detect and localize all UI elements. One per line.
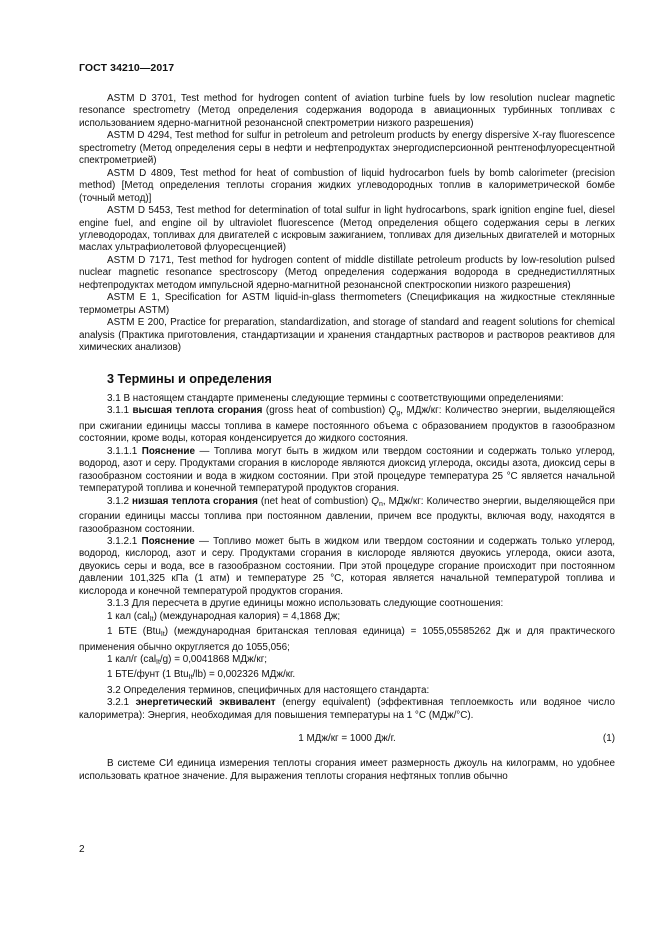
section-title: 3 Термины и определения	[107, 371, 272, 386]
paragraph-3-1-1-1: 3.1.1.1 Пояснение — Топлива могут быть в жидком или твердом состоянии и содержать только углерод, водород, азот и серу. Продуктами сгорания в кислороде являются диоксид углерода, оксиды азота, диоксид серы в газообразном состоянии и вода в жидком состоянии. При этой процедуре температура 25 °С является начальной температурой топлива и конечной температурой продуктов сгорания.	[79, 445, 615, 495]
term: высшая теплота сгорания	[132, 405, 263, 417]
paragraph-3-2: 3.2 Определения терминов, специфичных для настоящего стандарта:	[107, 684, 430, 696]
term: Пояснение	[141, 445, 195, 457]
term: энергетический эквивалент	[135, 697, 276, 709]
formula-expression: 1 МДж/кг = 1000 Дж/г.	[298, 733, 396, 745]
reference-item: ASTM D 4294, Test method for sulfur in petroleum and petroleum products by energy dispersive X-ray fluorescence spectrometry (Метод определения серы в нефти и нефтепродуктах энергодисперсионной рентгенофлуоресцентной спектрометрией)	[79, 130, 615, 167]
paragraph-3-1: 3.1 В настоящем стандарте применены следующие термины с соответствующими определениями:	[107, 392, 564, 404]
document-body	[79, 93, 615, 783]
paragraph-3-1-1: 3.1.1 высшая теплота сгорания (gross heat of combustion) $Q_g$, МДж/кг: Количество энергии, выделяющейся при сжигании единицы массы топлива в камере постоянного объема с образованием продуктов в газообразном состоянии, кроме воды, которая конденсируется до жидкого состояния.	[79, 405, 615, 445]
reference-item: ASTM E 1, Specification for ASTM liquid-in-glass thermometers (Спецификация на жидкостные стеклянные термометры ASTM)	[79, 292, 615, 316]
page-number: 2	[79, 844, 85, 855]
reference-item: ASTM D 4809, Test method for heat of combustion of liquid hydrocarbon fuels by bomb calorimeter (precision method) [Метод определения теплоты сгорания жидких углеводородных топлив в калориметрической бомбе (точный метод)]	[79, 167, 615, 204]
reference-item: ASTM E 200, Practice for preparation, standardization, and storage of standard and reagent solutions for chemical analysis (Практика приготовления, стандартизации и хранения стандартных растворов и растворов реактивов для химических анализов)	[79, 317, 615, 354]
paragraph-3-1-2-1: 3.1.2.1 Пояснение — Топливо может быть в жидком или твердом состоянии и содержать только углерод, водород, кислород, азот и серу. Продуктами сгорания в кислороде являются двуокись углерода, окиси азота, двуокись серы и вода, все в газообразном состоянии. При этой процедуре сгорание происходит при постоянном давлении 101,325 кПа (1 атм) и температуре 25 °С, которая является начальной температурой топлива и кислорода и конечной температурой продуктов сгорания.	[79, 535, 615, 597]
reference-item: ASTM D 7171, Test method for hydrogen content of middle distillate petroleum products by low-resolution pulsed nuclear magnetic resonance spectroscopy (Метод определения содержания водорода в среднедистиллятных нефтепродуктах методом импульсной ядерно-магнитной резонансной спектроскопии низкого разрешения)	[79, 254, 615, 291]
paragraph-3-1-2: 3.1.2 низшая теплота сгорания (net heat of combustion) $Q_n$, МДж/кг: Количество энергии, выделяющейся при сгорании единицы массы топлива при постоянном давлении, причем все продукты, включая воду, находятся в газообразном состоянии.	[79, 495, 615, 535]
reference-item: ASTM D 3701, Test method for hydrogen content of aviation turbine fuels by low resolution nuclear magnetic resonance spectrometry (Метод определения содержания водорода в авиационных турбинных топливах с использованием ядерно-магнитной резонансной спектрометрии низкого разрешения)	[79, 93, 615, 129]
conversion-line: 1 кал (cal$_{It}$) (международная калория) = 4,1868 Дж;	[107, 610, 341, 623]
paragraph-3-2-1: 3.2.1 энергетический эквивалент (energy equivalent) (эффективная теплоемкость или водяное число калориметра): Энергия, необходимая для повышения температуры на 1 °С (МДж/°С).	[79, 697, 615, 721]
conversion-line: 1 БТЕ (Btu$_{It}$) (международная британская тепловая единица) = 1055,05585262 Дж и для практического применения обычно округляется до 1055,056;	[79, 626, 615, 653]
conversion-line: 1 кал/г (cal$_{It}$/g) = 0,0041868 МДж/кг;	[107, 654, 268, 667]
term: Пояснение	[141, 535, 195, 547]
term: низшая теплота сгорания	[132, 495, 258, 507]
paragraph-si-units: В системе СИ единица измерения теплоты сгорания имеет размерность джоуль на килограмм, но удобнее использовать кратное значение. Для выражения теплоты сгорания нефтяных топлив обычно	[79, 758, 615, 782]
document-header: ГОСТ 34210—2017	[79, 62, 175, 74]
formula-number: (1)	[602, 733, 615, 745]
conversion-line: 1 БТЕ/фунт (1 Btu$_{It}$/lb) = 0,002326 МДж/кг.	[107, 669, 296, 682]
paragraph-3-1-3: 3.1.3 Для пересчета в другие единицы можно использовать следующие соотношения:	[107, 598, 504, 610]
formula	[79, 733, 615, 747]
reference-item: ASTM D 5453, Test method for determination of total sulfur in light hydrocarbons, spark ignition engine fuel, diesel engine fuel, and engine oil by ultraviolet fluorescence (Метод определения общего содержания серы в легких углеводородах, топливах для двигателей с искровым зажиганием, топливах для дизельных двигателей и моторных маслах ультрафиолетовой флуоресценцией)	[79, 205, 615, 254]
